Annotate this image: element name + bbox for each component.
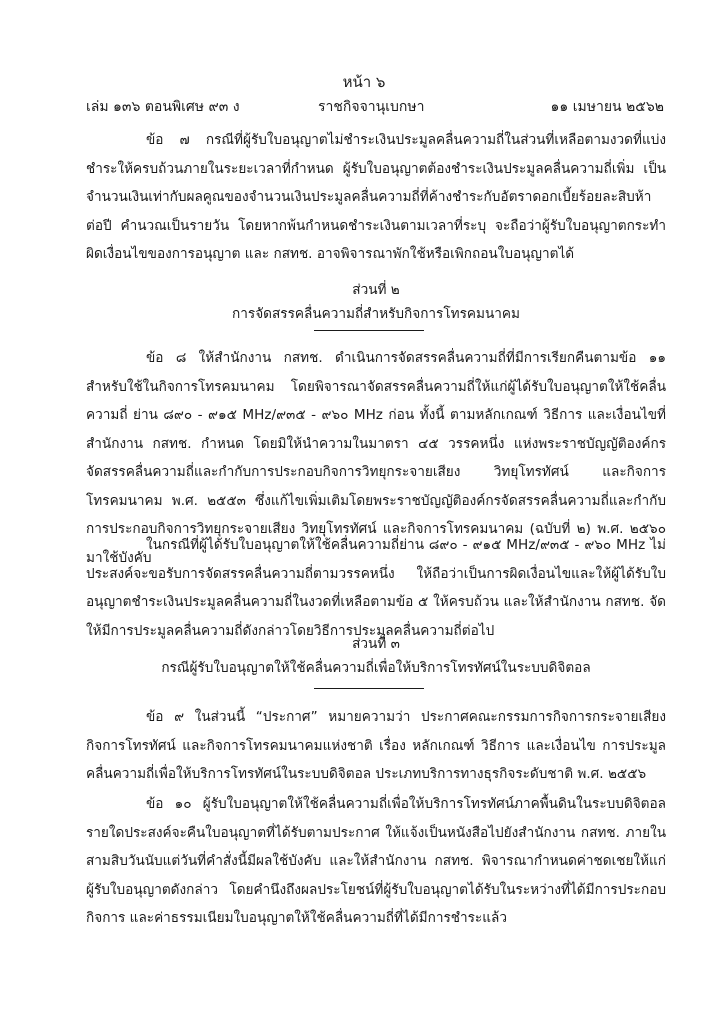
section-2-divider (314, 330, 424, 331)
clause-9: ข้อ ๙ ในส่วนนี้ “ประกาศ” หมายความว่า ประกาศคณะกรรมการกิจการกระจายเสียง กิจการโทรทัศน์ และกิจการโทรคมนาคมแห่งชาติ เรื่อง หลักเกณฑ์ วิธีการ และเงื่อนไข การประมูลคลื่นความถี่เพื่อให้บริการโทรทัศน์ในระบบดิจิตอล ประเภทบริการทางธุรกิจระดับชาติ พ.ศ. ๒๕๕๖ (86, 709, 666, 782)
clause-8-paragraph-2: ในกรณีที่ผู้ได้รับใบอนุญาตให้ใช้คลื่นความถี่ย่าน ๘๙๐ - ๙๑๕ MHz/๙๓๕ - ๙๖๐ MHz ไม่ประสงค์จะขอรับการจัดสรรคลื่นความถี่ตามวรรคหนึ่ง ให้ถือว่าเป็นการผิดเงื่อนไขและให้ผู้ได้รับใบอนุญาตชำระเงินประมูลคลื่นความถี่ในงวดที่เหลือตามข้อ ๕ ให้ครบถ้วน และให้สำนักงาน กสทช. จัดให้มีการประมูลคลื่นความถี่ดังกล่าวโดยวิธีการประมูลคลื่นความถี่ต่อไป (86, 537, 666, 639)
section-2-title: ส่วนที่ ๒ (352, 282, 400, 298)
publication-date: ๑๑ เมษายน ๒๕๖๒ (550, 99, 664, 115)
section-2-subtitle: การจัดสรรคลื่นความถี่สำหรับกิจการโทรคมนาคม (232, 306, 520, 322)
section-3-title: ส่วนที่ ๓ (352, 636, 400, 652)
gazette-header (86, 96, 664, 116)
section-3-subtitle: กรณีผู้รับใบอนุญาตให้ใช้คลื่นความถี่เพื่อให้บริการโทรทัศน์ในระบบดิจิตอล (161, 660, 591, 676)
clause-8: ข้อ ๘ ให้สำนักงาน กสทช. ดำเนินการจัดสรรคลื่นความถี่ที่มีการเรียกคืนตามข้อ ๑๑ สำหรับใช้ในกิจการโทรคมนาคม โดยพิจารณาจัดสรรคลื่นความถี่ให้แก่ผู้ได้รับใบอนุญาตให้ใช้คลื่นความถี่ ย่าน ๘๙๐ - ๙๑๕ MHz/๙๓๕ - ๙๖๐ MHz ก่อน ทั้งนี้ ตามหลักเกณฑ์ วิธีการ และเงื่อนไขที่สำนักงาน กสทช. กำหนด โดยมิให้นำความในมาตรา ๔๕ วรรคหนึ่ง แห่งพระราชบัญญัติองค์กรจัดสรรคลื่นความถี่และกำกับการประกอบกิจการวิทยุกระจายเสียง วิทยุโทรทัศน์ และกิจการโทรคมนาคม พ.ศ. ๒๕๕๓ ซึ่งแก้ไขเพิ่มเติมโดยพระราชบัญญัติองค์กรจัดสรรคลื่นความถี่และกำกับการประกอบกิจการวิทยุกระจายเสียง วิทยุโทรทัศน์ และกิจการโทรคมนาคม (ฉบับที่ ๒) พ.ศ. ๒๕๖๐ มาใช้บังคับ (86, 350, 666, 566)
gazette-title: ราชกิจจานุเบกษา (318, 99, 425, 115)
volume-issue: เล่ม ๑๓๖ ตอนพิเศษ ๙๓ ง (86, 99, 240, 115)
section-3-divider (314, 688, 424, 689)
clause-10: ข้อ ๑๐ ผู้รับใบอนุญาตให้ใช้คลื่นความถี่เพื่อให้บริการโทรทัศน์ภาคพื้นดินในระบบดิจิตอล รายใดประสงค์จะคืนใบอนุญาตที่ได้รับตามประกาศ ให้แจ้งเป็นหนังสือไปยังสำนักงาน กสทช. ภายในสามสิบวันนับแต่วันที่คำสั่งนี้มีผลใช้บังคับ และให้สำนักงาน กสทช. พิจารณากำหนดค่าชดเชยให้แก่ผู้รับใบอนุญาตดังกล่าว โดยคำนึงถึงผลประโยชน์ที่ผู้รับใบอนุญาตได้รับในระหว่างที่ได้มีการประกอบกิจการ และค่าธรรมเนียมใบอนุญาตให้ใช้คลื่นความถี่ที่ได้มีการชำระแล้ว (86, 796, 666, 926)
page-number: หน้า ๖ (342, 73, 386, 91)
clause-7: ข้อ ๗ กรณีที่ผู้รับใบอนุญาตไม่ชำระเงินประมูลคลื่นความถี่ในส่วนที่เหลือตามงวดที่แบ่งชำระให้ครบถ้วนภายในระยะเวลาที่กำหนด ผู้รับใบอนุญาตต้องชำระเงินประมูลคลื่นความถี่เพิ่ม เป็นจำนวนเงินเท่ากับผลคูณของจำนวนเงินประมูลคลื่นความถี่ที่ค้างชำระกับอัตราดอกเบี้ยร้อยละสิบห้าต่อปี คำนวณเป็นรายวัน โดยหากพ้นกำหนดชำระเงินตามเวลาที่ระบุ จะถือว่าผู้รับใบอนุญาตกระทำผิดเงื่อนไขของการอนุญาต และ กสทช. อาจพิจารณาพักใช้หรือเพิกถอนใบอนุญาตได้ (86, 132, 666, 262)
